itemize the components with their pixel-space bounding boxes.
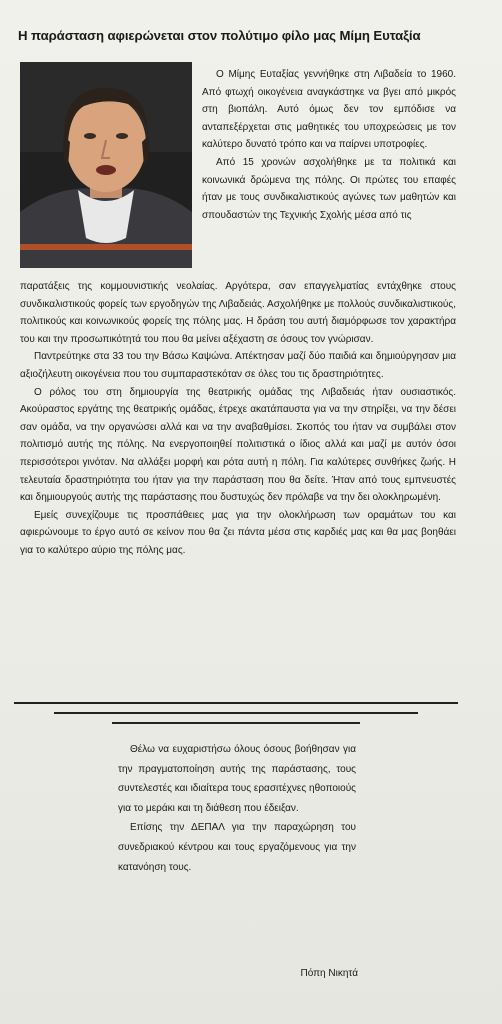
biography-text bbox=[20, 278, 456, 560]
biography-paragraph-5: Εμείς συνεχίζουμε τις προσπάθειες μας για την ολοκλήρωση των οραμάτων του και αφιερώνουμε το έργο αυτό σε κείνον που θα ζει πάντα μέσα στις καρδιές μας και θα μας βοηθάει για το καλύτερο αύριο της πόλης μας. bbox=[20, 509, 456, 556]
page-title: Η παράσταση αφιερώνεται στον πολύτιμο φίλο μας Μίμη Ευταξία bbox=[18, 28, 421, 43]
divider-line-long bbox=[14, 702, 458, 704]
acknowledgements-paragraph-2: Επίσης την ΔΕΠΑΛ για την παραχώρηση του συνεδριακού κέντρου και τους εργαζόμενους για την κατανόηση τους. bbox=[118, 822, 356, 873]
divider-line-medium bbox=[54, 712, 418, 714]
signature-name: Πόπη Νικητά bbox=[300, 968, 358, 979]
intro-paragraph-1: Ο Μίμης Ευταξίας γεννήθηκε στη Λιβαδεία το 1960. Από φτωχή οικογένεια αναγκάστηκε να βγει από μικρός στη βιοπάλη. Αυτό όμως δεν τον εμπόδισε να ανταπεξέρχεται στις μαθητικές του υποχρεώσεις με τον καλύτερο δυνατό τρόπο και να παίρνει υποτροφίες. bbox=[202, 69, 456, 151]
biography-paragraph-2-continued: παρατάξεις της κομμουνιστικής νεολαίας. Αργότερα, σαν επαγγελματίας εντάχθηκε στους συνδικαλιστικούς φορείς των εργοδηγών της Λιβαδειάς. Ασχολήθηκε με πολλούς συνδικαλιστικούς, πολιτικούς και κοινωνικούς φορείς της πόλης μας. Η δράση του αυτή διαμόρφωσε τον χαρακτήρα του και την προσωπικότητά του που θα μείνει αξέχαστη σε όσους τον γνώρισαν. bbox=[20, 281, 456, 345]
intro-text bbox=[202, 66, 456, 224]
divider-line-short bbox=[112, 722, 360, 724]
acknowledgements-paragraph-1: Θέλω να ευχαριστήσω όλους όσους βοήθησαν για την πραγματοποίηση αυτής της παράστασης, τους συντελεστές και ιδιαίτερα τους ερασιτέχνες ηθοποιούς για το μεράκι και τη διάθεση που έδειξαν. bbox=[118, 744, 356, 814]
portrait-illustration bbox=[20, 62, 192, 268]
acknowledgements-text bbox=[118, 740, 356, 877]
biography-paragraph-3: Παντρεύτηκε στα 33 του την Βάσω Καψώνα. Απέκτησαν μαζί δύο παιδιά και δημιούργησαν μια αξιοζήλευτη οικογένεια που του συμπαραστεκόταν σε όλες του τις δραστηριότητες. bbox=[20, 351, 456, 380]
intro-paragraph-2: Από 15 χρονών ασχολήθηκε με τα πολιτικά και κοινωνικά δρώμενα της πόλης. Οι πρώτες του επαφές ήταν με τους συνδικαλιστικούς αγώνες των μαθητών και σπουδαστών της Τεχνικής Σχολής μέσα από τις bbox=[202, 156, 456, 221]
portrait-photo bbox=[20, 62, 192, 268]
biography-paragraph-4: Ο ρόλος του στη δημιουργία της θεατρικής ομάδας της Λιβαδειάς ήταν ουσιαστικός. Ακούραστος εργάτης της θεατρικής ομάδας, έτρεχε ακατάπαυστα για να την στηρίξει, να την δέσει σαν ομάδα, να την οργανώσει αλλά και να την αναβαθμίσει. Σκοπός του ήταν να συμβάλει στον πολιτισμό αυτής της πόλης. Να ενεργοποιηθεί πολιτιστικά ο ίδιος αλλά και μαζί με αυτόν όσοι περισσότεροι γινόταν. Να αλλάξει μορφή και ρότα αυτή η πόλη. Για καλύτερες συνθήκες ζωής. Η τελευταία δραστηριότητα του ήταν για την παράσταση που θα δείτε. Ήταν από τους εμπνευστές και δημιουργούς αυτής της παράστασης που δυστυχώς δεν πρόλαβε να την δει ολοκληρωμένη. bbox=[20, 386, 456, 504]
